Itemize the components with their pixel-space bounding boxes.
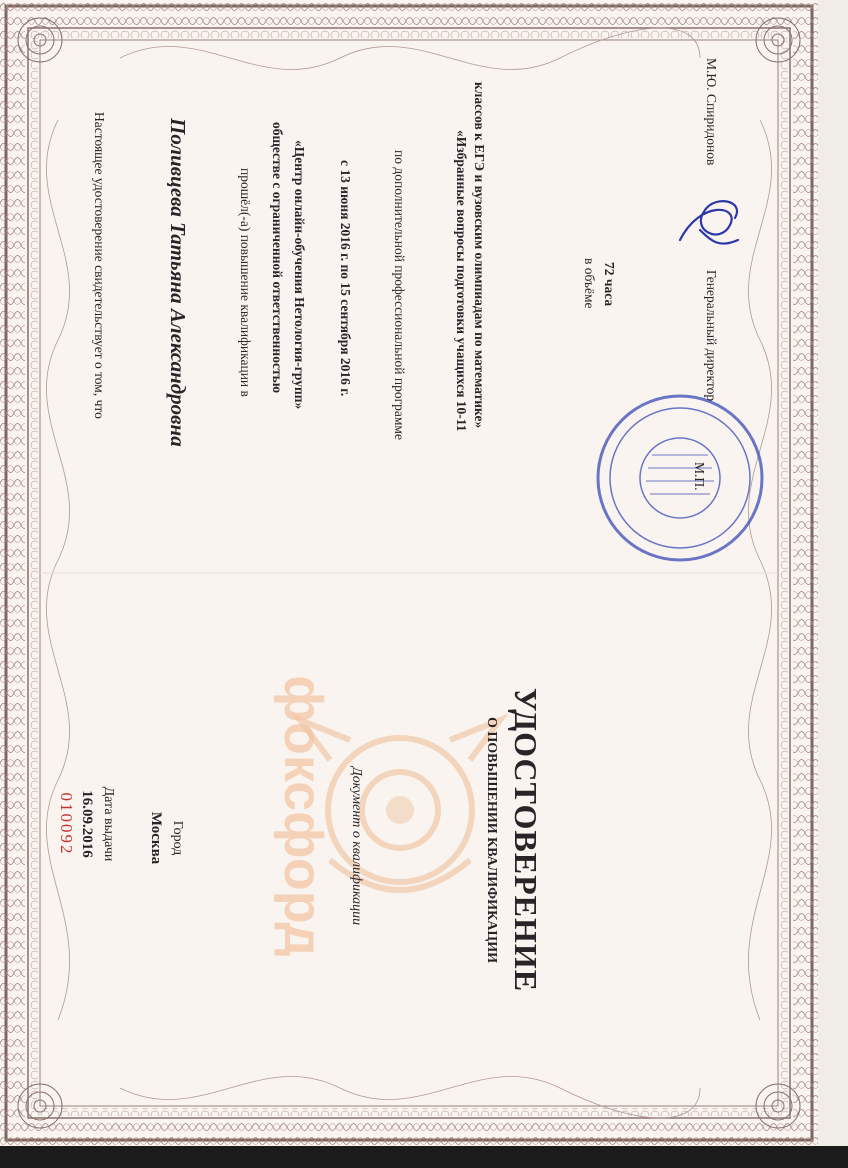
- program-intro: по дополнительной профессиональной программе: [392, 150, 407, 440]
- brand-watermark: фоксфорд: [273, 675, 333, 957]
- signer-position: Генеральный директор: [704, 270, 719, 402]
- stamp-label: М.П.: [692, 462, 707, 491]
- doc-type-label: Документ о квалификации: [349, 766, 364, 926]
- organization-line-2: «Центр онлайн-обучения Нетология-групп»: [292, 140, 307, 410]
- program-line-2: классов к ЕГЭ и вузовским олимпиадам по математике»: [472, 82, 487, 429]
- scan-margin: [818, 0, 848, 1168]
- serial-number: 010092: [57, 792, 76, 856]
- program-line-1: «Избранные вопросы подготовки учащихся 10-11: [454, 130, 469, 432]
- intro-text: Настоящее удостоверение свидетельствует о том, что: [92, 112, 107, 419]
- issue-date-value: 16.09.2016: [79, 790, 95, 858]
- cover-subtitle: О ПОВЫШЕНИИ КВАЛИФИКАЦИИ: [484, 716, 499, 964]
- organization-line-1: обществе с ограниченной ответственностью: [270, 122, 285, 394]
- recipient-name: Поливцева Татьяна Александровна: [166, 118, 190, 447]
- issue-date-label: Дата выдачи: [101, 786, 116, 862]
- city-value: Москва: [148, 811, 164, 865]
- scan-bottom-edge: [0, 1146, 848, 1168]
- cover-title: УДОСТОВЕРЕНИЕ: [508, 687, 544, 993]
- city-label: Город: [170, 820, 185, 856]
- volume-label: в объёме: [582, 258, 597, 309]
- signer-name: М.Ю. Спиридонов: [704, 58, 719, 166]
- study-period: с 13 июня 2016 г. по 15 сентября 2016 г.: [338, 160, 353, 397]
- completed-text: прошёл(-а) повышение квалификации в: [238, 168, 253, 397]
- volume-value: 72 часа: [602, 262, 617, 307]
